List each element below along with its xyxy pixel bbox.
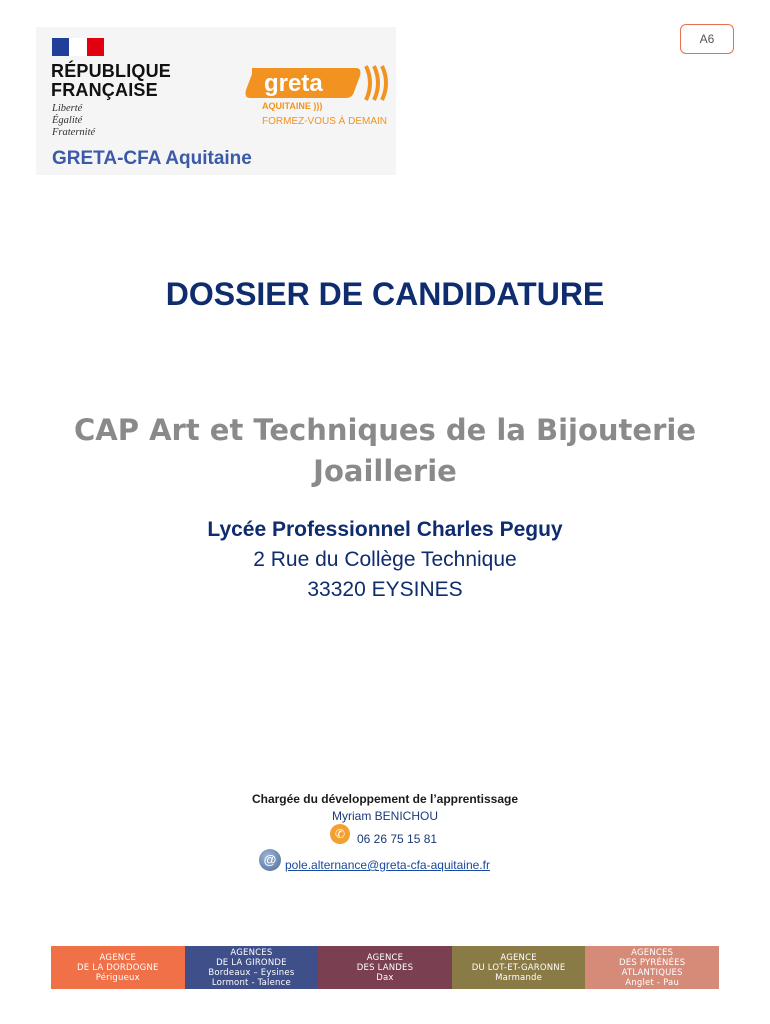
contact-name: Myriam BENICHOU: [331, 809, 438, 823]
venue-street: 2 Rue du Collège Technique: [253, 548, 517, 571]
contact-role: Chargée du développement de l’apprentissage: [251, 792, 519, 806]
agency-cell: [585, 946, 719, 989]
agencies-footer: [51, 946, 719, 989]
agency-line1: AGENCE: [366, 952, 404, 963]
agency-line3: Dax: [376, 972, 394, 983]
phone-icon: ✆: [330, 824, 350, 844]
agency-line3: Marmande: [495, 972, 543, 983]
agency-line4: Lormont - Talence: [211, 977, 291, 988]
agency-line3: Périgueux: [95, 972, 140, 983]
agency-cell: [51, 946, 185, 989]
course-title: [40, 410, 730, 492]
republique-line1: RÉPUBLIQUE: [51, 61, 172, 81]
venue-name: Lycée Professionnel Charles Peguy: [207, 518, 563, 541]
agency-line1: AGENCES: [230, 947, 273, 958]
motto-egalite: Égalité: [52, 115, 83, 126]
greta-logo-text: greta: [264, 70, 323, 97]
agency-line1: AGENCES: [631, 947, 674, 958]
greta-tagline-aquitaine: AQUITAINE ))): [262, 101, 323, 111]
motto-fraternite: Fraternité: [52, 127, 96, 138]
document-title: DOSSIER DE CANDIDATURE: [165, 276, 605, 312]
agency-line4: Anglet - Pau: [625, 977, 680, 988]
agency-line2: DE LA DORDOGNE: [77, 962, 159, 973]
agency-line1: AGENCE: [99, 952, 137, 963]
agency-line2: DES LANDES: [356, 962, 414, 973]
venue-city: 33320 EYSINES: [307, 578, 463, 601]
agency-line1: AGENCE: [500, 952, 537, 963]
agency-cell: [452, 946, 586, 989]
document-code-badge: A6: [680, 24, 734, 54]
greta-cfa-aquitaine-label: GRETA-CFA Aquitaine: [52, 148, 252, 169]
agency-line2: DU LOT-ET-GARONNE: [471, 962, 566, 973]
french-flag-icon: [52, 38, 104, 56]
agency-line3: ATLANTIQUES: [621, 967, 683, 978]
agency-cell: [318, 946, 452, 989]
agency-cell: [185, 946, 319, 989]
contact-phone: 06 26 75 15 81: [357, 832, 438, 846]
republique-line2: FRANÇAISE: [51, 80, 158, 100]
at-sign-icon: @: [259, 849, 281, 871]
course-title-line2: Joaillerie: [313, 454, 457, 488]
agency-line3: Bordeaux – Eysines: [208, 967, 295, 978]
republique-francaise-logo: [51, 62, 191, 100]
course-title-line1: CAP Art et Techniques de la Bijouterie: [74, 413, 696, 447]
agency-line2: DES PYRÉNÉES: [619, 957, 686, 968]
contact-email-link[interactable]: pole.alternance@greta-cfa-aquitaine.fr: [285, 858, 490, 872]
republique-motto: [52, 103, 152, 139]
motto-liberte: Liberté: [52, 103, 83, 114]
agency-line2: DE LA GIRONDE: [216, 957, 287, 968]
greta-tagline-formez: FORMEZ-VOUS À DEMAIN: [262, 116, 388, 127]
